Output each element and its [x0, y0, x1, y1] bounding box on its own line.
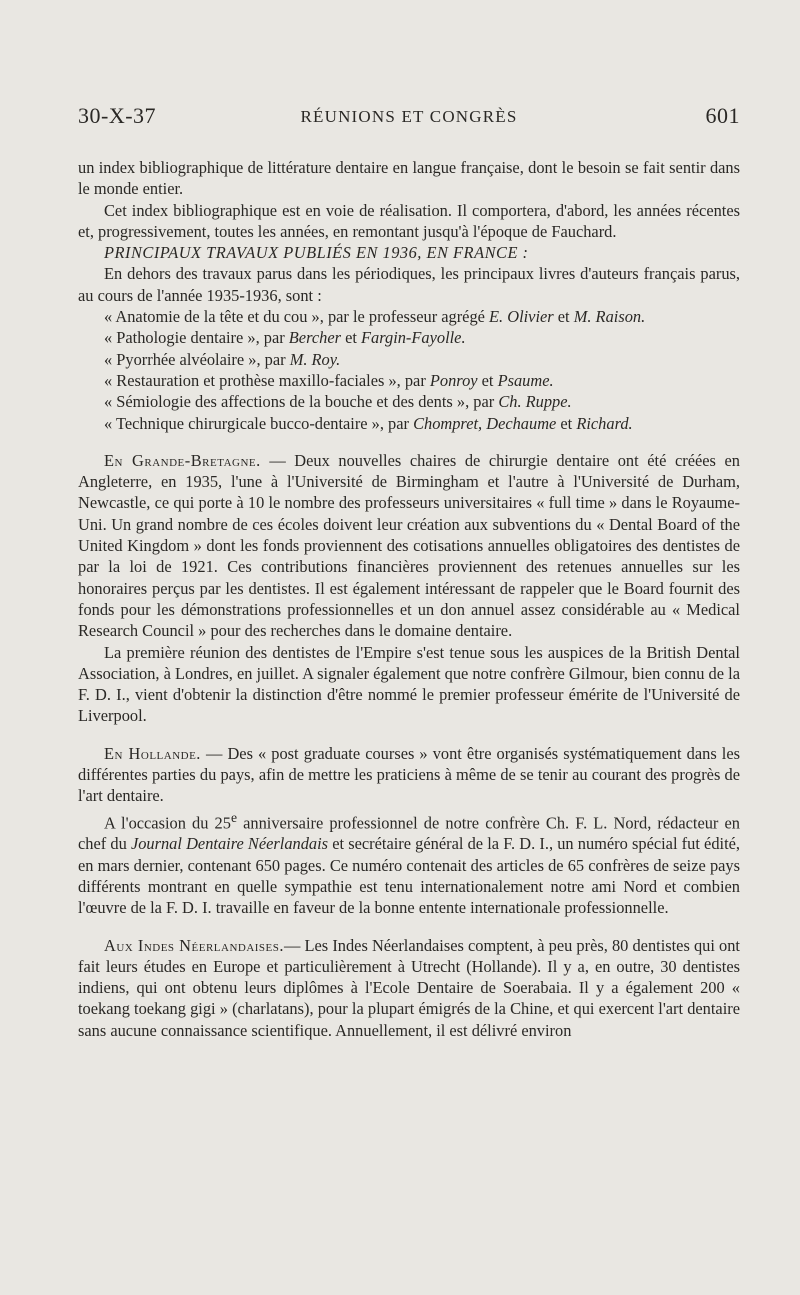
text-run: et secrétaire général de la F. D. I., un numéro spécial fut édité, en mars dernier, contenant 650 pages. Ce numéro contenait des articles de 65 confrères de seize pays différents montrant en quelle sympathie est tenu internationalement notre ami Nord et combien l'œuvre de la F. D. I. travaille en faveur de la bonne entente internationale professionnelle. — [78, 834, 741, 918]
header-date: 30-X-37 — [78, 103, 157, 128]
italic-text: M. Raison. — [573, 307, 646, 327]
header-title: RÉUNIONS ET CONGRÈS — [300, 107, 518, 126]
paragraph — [78, 306, 740, 327]
paragraph — [78, 642, 740, 727]
text-run: — Les Indes Néerlandaises comptent, à peu près, 80 dentistes qui ont fait leurs études en Europe et particulièrement à Utrecht (Hollande). Il y a, en outre, 30 dentistes indiens, qui ont obtenu leurs diplômes à l'Ecole Dentaire de Soerabaia. Il y a également 200 « toekang toekang gigi » (charlatans), pour la plupart émigrés de la Chine, et qui exercent l'art dentaire sans aucune connaissance scientifique. Annuellement, il est délivré environ — [78, 935, 740, 1040]
paragraph — [78, 263, 740, 306]
paragraph — [78, 200, 740, 243]
section-paragraph — [78, 935, 740, 1041]
text-run: et — [556, 413, 577, 433]
superscript: e — [230, 809, 238, 825]
text-run: un index bibliographique de littérature dentaire en langue française, dont le besoin se fait sentir dans le monde entier. — [78, 158, 740, 199]
article-body — [78, 157, 740, 1041]
text-run: « Pathologie dentaire », par — [104, 328, 289, 348]
section-lead: En Hollande. — [104, 743, 201, 763]
text-run: « Sémiologie des affections de la bouche et des dents », par — [104, 392, 499, 412]
italic-text: Fargin-Fayolle. — [361, 328, 466, 348]
paragraph — [78, 327, 740, 348]
text-run: « Restauration et prothèse maxillo-faciales », par — [104, 370, 430, 390]
text-run: PRINCIPAUX TRAVAUX PUBLIÉS EN 1936, EN FRANCE : — [104, 243, 529, 263]
text-run: « Anatomie de la tête et du cou », par le professeur agrégé — [104, 307, 490, 327]
paragraph — [78, 807, 740, 919]
page-number: 601 — [705, 103, 740, 128]
section-lead: En Grande-Bretagne. — [104, 450, 261, 470]
italic-text: Journal Dentaire Néerlandais — [130, 834, 329, 854]
paragraph — [78, 157, 740, 200]
text-run: et — [477, 370, 498, 390]
text-run: « Pyorrhée alvéolaire », par — [104, 349, 290, 369]
paragraph — [78, 349, 740, 370]
text-run: En dehors des travaux parus dans les périodiques, les principaux livres d'auteurs français parus, au cours de l'année 1935-1936, sont : — [78, 264, 740, 305]
paragraph — [78, 370, 740, 391]
italic-text: Chompret, Dechaume — [413, 413, 557, 433]
italic-text: Richard. — [576, 413, 633, 433]
paragraph — [78, 413, 740, 434]
text-run: Cet index bibliographique est en voie de réalisation. Il comportera, d'abord, les années récentes et, progressivement, toutes les années, en remontant jusqu'à l'époque de Fauchard. — [78, 200, 740, 241]
italic-text: Ch. Ruppe. — [498, 392, 572, 412]
page-header — [78, 103, 740, 139]
text-run: — Des « post graduate courses » vont être organisés systématiquement dans les différentes parties du pays, afin de mettre les praticiens à même de se tenir au courant des progrès de l'art dentaire. — [78, 743, 741, 806]
text-run: La première réunion des dentistes de l'Empire s'est tenue sous les auspices de la British Dental Association, à Londres, en juillet. A signaler également que notre confrère Gilmour, bien connu de la F. D. I., vient d'obtenir la distinction d'être nommé le premier professeur émérite de l'Université de Liverpool. — [78, 642, 740, 726]
text-run: anniversaire professionnel de notre confrère Ch. F. L. Nord, rédacteur en chef du — [78, 813, 740, 854]
text-run: A l'occasion du 25 — [104, 813, 231, 833]
text-run: — Deux nouvelles chaires de chirurgie dentaire ont été créées en Angleterre, en 1935, l'une à l'Université de Birmingham et l'autre à l'Université de Durham, Newcastle, ce qui porte à 10 le nombre des professeurs universitaires « full time » dans le Royaume-Uni. Un grand nombre de ces écoles doivent leur création aux subventions du « Dental Board of the United Kingdom » dont les fonds proviennent des cotisations annuelles obligatoires des dentistes de par la loi de 1921. Ces contributions financières proviennent des retenues annuelles sur les honoraires perçus par les dentistes. Il est également intéressant de rappeler que le Board fournit des fonds pour les démonstrations professionnelles et un don annuel assez considérable au « Medical Research Council » pour des recherches dans le domaine dentaire. — [78, 450, 740, 641]
italic-text: Ponroy — [429, 370, 478, 390]
text-run: et — [340, 328, 362, 348]
section-paragraph — [78, 743, 740, 807]
italic-text: M. Roy. — [289, 349, 341, 369]
italic-text: E. Olivier — [489, 307, 554, 327]
text-run: et — [553, 307, 574, 327]
italic-text: Bercher — [288, 328, 341, 348]
section-heading — [78, 242, 740, 263]
section-paragraph — [78, 450, 740, 642]
italic-text: Psaume. — [497, 370, 554, 390]
text-run: « Technique chirurgicale bucco-dentaire », par — [104, 413, 414, 433]
paragraph — [78, 391, 740, 412]
section-lead: Aux Indes Néerlandaises. — [104, 935, 284, 955]
